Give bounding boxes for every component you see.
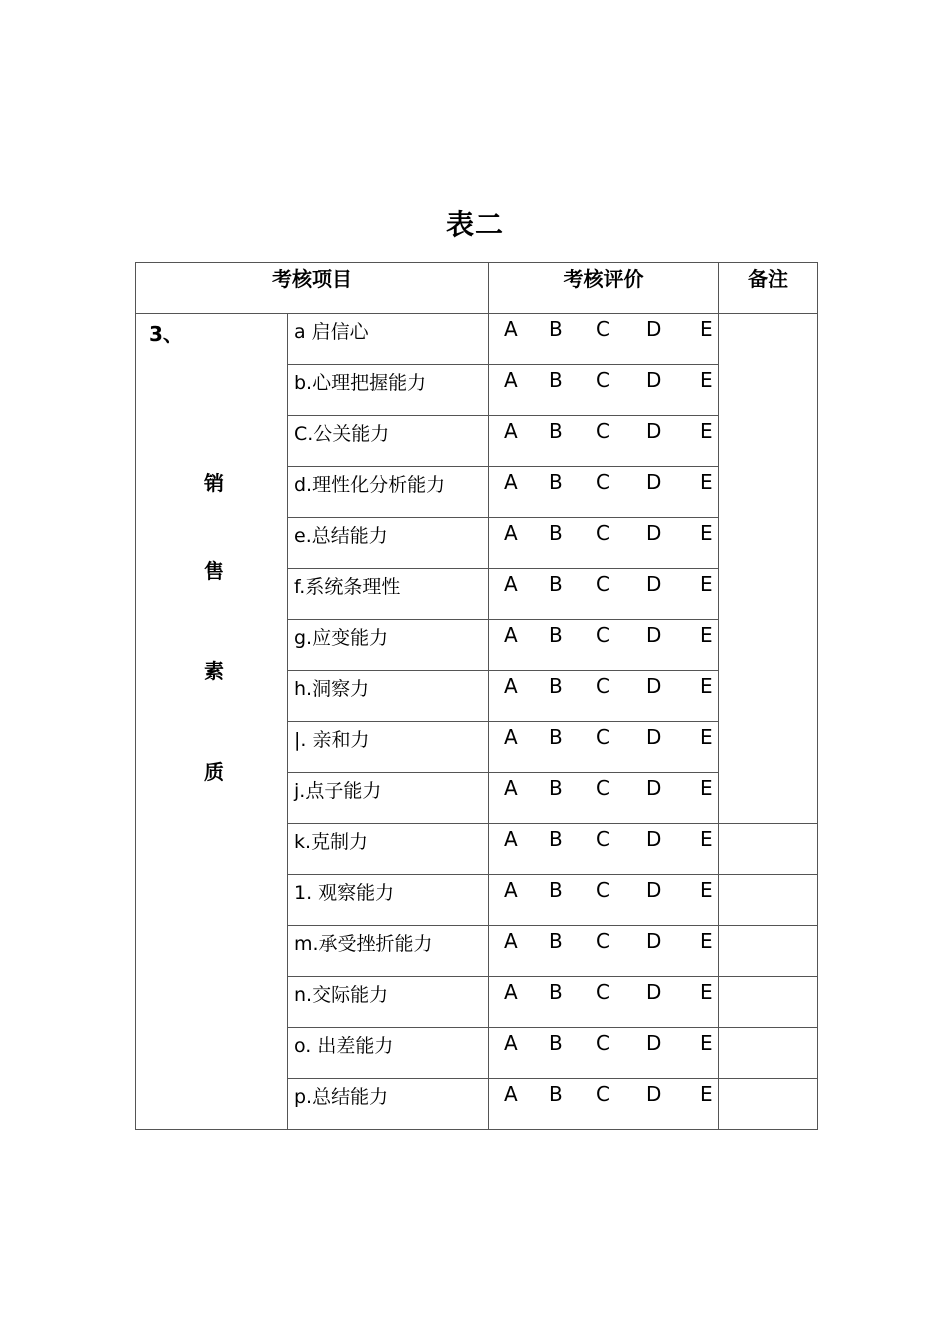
note-cell[interactable]: [719, 977, 818, 1028]
grade-option-a[interactable]: A: [504, 980, 518, 1004]
grade-option-d[interactable]: D: [646, 776, 662, 800]
item-label: d.理性化分析能力: [288, 467, 489, 518]
grade-option-d[interactable]: D: [646, 521, 662, 545]
grade-option-b[interactable]: B: [549, 1082, 563, 1106]
item-label: b.心理把握能力: [288, 365, 489, 416]
grade-option-d[interactable]: D: [646, 980, 662, 1004]
item-label: k.克制力: [288, 824, 489, 875]
header-item: 考核项目: [136, 263, 489, 314]
grade-option-e[interactable]: E: [700, 980, 713, 1004]
grade-option-b[interactable]: B: [549, 776, 563, 800]
item-label: g.应变能力: [288, 620, 489, 671]
grade-option-c[interactable]: C: [596, 776, 610, 800]
category-char: 销: [204, 471, 224, 495]
grade-option-d[interactable]: D: [646, 725, 662, 749]
item-label: 1. 观察能力: [288, 875, 489, 926]
page-title: 表二: [445, 208, 504, 241]
grade-cell: [489, 773, 719, 824]
grade-option-a[interactable]: A: [504, 470, 518, 494]
grade-option-b[interactable]: B: [549, 368, 563, 392]
item-label: n.交际能力: [288, 977, 489, 1028]
grade-option-c[interactable]: C: [596, 725, 610, 749]
grade-option-e[interactable]: E: [700, 929, 713, 953]
item-label: e.总结能力: [288, 518, 489, 569]
header-evaluation: 考核评价: [489, 263, 719, 314]
grade-cell: [489, 314, 719, 365]
grade-option-c[interactable]: C: [596, 521, 610, 545]
grade-cell: [489, 620, 719, 671]
note-cell[interactable]: [719, 314, 818, 824]
grade-option-e[interactable]: E: [700, 572, 713, 596]
grade-option-a[interactable]: A: [504, 1082, 518, 1106]
note-cell[interactable]: [719, 824, 818, 875]
grade-option-a[interactable]: A: [504, 419, 518, 443]
grade-option-d[interactable]: D: [646, 674, 662, 698]
note-cell[interactable]: [719, 1028, 818, 1079]
grade-option-c[interactable]: C: [596, 368, 610, 392]
grade-option-b[interactable]: B: [549, 317, 563, 341]
grade-option-d[interactable]: D: [646, 572, 662, 596]
grade-option-b[interactable]: B: [549, 521, 563, 545]
item-label: j.点子能力: [288, 773, 489, 824]
grade-option-c[interactable]: C: [596, 470, 610, 494]
grade-cell: [489, 722, 719, 773]
grade-option-d[interactable]: D: [646, 827, 662, 851]
grade-option-b[interactable]: B: [549, 1031, 563, 1055]
category-char: 售: [204, 559, 224, 583]
grade-option-a[interactable]: A: [504, 725, 518, 749]
grade-option-c[interactable]: C: [596, 674, 610, 698]
grade-option-d[interactable]: D: [646, 470, 662, 494]
grade-option-c[interactable]: C: [596, 623, 610, 647]
grade-option-a[interactable]: A: [504, 878, 518, 902]
item-label: p.总结能力: [288, 1079, 489, 1130]
grade-option-b[interactable]: B: [549, 878, 563, 902]
grade-option-e[interactable]: E: [700, 1031, 713, 1055]
item-label: m.承受挫折能力: [288, 926, 489, 977]
grade-option-b[interactable]: B: [549, 623, 563, 647]
grade-cell: [489, 365, 719, 416]
grade-option-b[interactable]: B: [549, 470, 563, 494]
table-row: [136, 314, 818, 365]
grade-option-a[interactable]: A: [504, 572, 518, 596]
grade-cell: [489, 875, 719, 926]
note-cell[interactable]: [719, 1079, 818, 1130]
grade-cell: [489, 1079, 719, 1130]
item-label: f.系统条理性: [288, 569, 489, 620]
category-number: 3、: [149, 322, 183, 346]
grade-option-a[interactable]: A: [504, 623, 518, 647]
grade-option-d[interactable]: D: [646, 368, 662, 392]
grade-cell: [489, 977, 719, 1028]
grade-option-a[interactable]: A: [504, 827, 518, 851]
grade-option-d[interactable]: D: [646, 1082, 662, 1106]
grade-option-b[interactable]: B: [549, 827, 563, 851]
note-cell[interactable]: [719, 875, 818, 926]
grade-option-e[interactable]: E: [700, 623, 713, 647]
grade-option-b[interactable]: B: [549, 725, 563, 749]
item-label: |. 亲和力: [288, 722, 489, 773]
grade-option-a[interactable]: A: [504, 521, 518, 545]
note-cell[interactable]: [719, 926, 818, 977]
grade-option-d[interactable]: D: [646, 929, 662, 953]
grade-cell: [489, 671, 719, 722]
item-label: a 启信心: [288, 314, 489, 365]
grade-option-c[interactable]: C: [596, 980, 610, 1004]
grade-option-c[interactable]: C: [596, 419, 610, 443]
grade-option-e[interactable]: E: [700, 419, 713, 443]
grade-option-c[interactable]: C: [596, 878, 610, 902]
grade-cell: [489, 824, 719, 875]
grade-option-e[interactable]: E: [700, 878, 713, 902]
grade-option-e[interactable]: E: [700, 368, 713, 392]
header-note: 备注: [719, 263, 818, 314]
category-cell: [136, 314, 288, 1130]
grade-option-b[interactable]: B: [549, 980, 563, 1004]
grade-option-c[interactable]: C: [596, 827, 610, 851]
grade-option-d[interactable]: D: [646, 317, 662, 341]
grade-option-d[interactable]: D: [646, 623, 662, 647]
grade-cell: [489, 926, 719, 977]
category-char: 质: [204, 760, 224, 784]
item-label: o. 出差能力: [288, 1028, 489, 1079]
grade-option-e[interactable]: E: [700, 317, 713, 341]
item-label: C.公关能力: [288, 416, 489, 467]
grade-option-e[interactable]: E: [700, 470, 713, 494]
grade-option-a[interactable]: A: [504, 674, 518, 698]
grade-option-a[interactable]: A: [504, 317, 518, 341]
grade-option-e[interactable]: E: [700, 827, 713, 851]
grade-option-d[interactable]: D: [646, 878, 662, 902]
grade-option-e[interactable]: E: [700, 725, 713, 749]
grade-option-d[interactable]: D: [646, 1031, 662, 1055]
grade-option-e[interactable]: E: [700, 776, 713, 800]
grade-option-e[interactable]: E: [700, 1082, 713, 1106]
grade-cell: [489, 416, 719, 467]
grade-option-a[interactable]: A: [504, 929, 518, 953]
grade-option-c[interactable]: C: [596, 929, 610, 953]
evaluation-table: [135, 262, 818, 1130]
grade-option-c[interactable]: C: [596, 317, 610, 341]
grade-option-b[interactable]: B: [549, 929, 563, 953]
item-label: h.洞察力: [288, 671, 489, 722]
grade-option-e[interactable]: E: [700, 521, 713, 545]
grade-option-d[interactable]: D: [646, 419, 662, 443]
grade-option-e[interactable]: E: [700, 674, 713, 698]
grade-option-c[interactable]: C: [596, 1031, 610, 1055]
grade-option-a[interactable]: A: [504, 1031, 518, 1055]
grade-option-b[interactable]: B: [549, 674, 563, 698]
grade-option-b[interactable]: B: [549, 572, 563, 596]
grade-cell: [489, 569, 719, 620]
grade-cell: [489, 518, 719, 569]
grade-option-c[interactable]: C: [596, 1082, 610, 1106]
grade-cell: [489, 1028, 719, 1079]
grade-option-a[interactable]: A: [504, 368, 518, 392]
grade-option-b[interactable]: B: [549, 419, 563, 443]
header-row: [136, 263, 818, 314]
category-char: 素: [204, 659, 224, 683]
grade-cell: [489, 467, 719, 518]
grade-option-a[interactable]: A: [504, 776, 518, 800]
grade-option-c[interactable]: C: [596, 572, 610, 596]
